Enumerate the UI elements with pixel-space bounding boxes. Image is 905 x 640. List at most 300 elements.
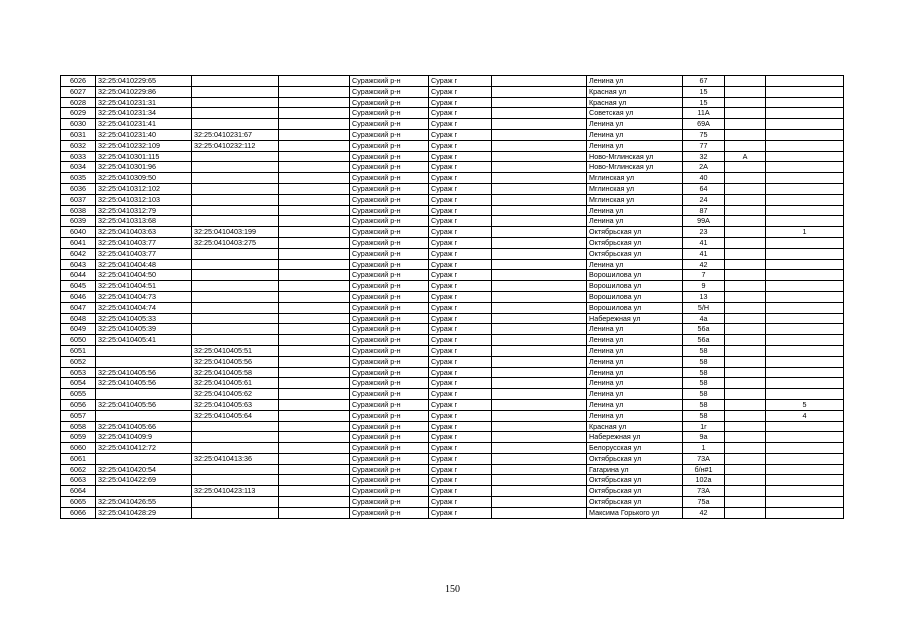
table-row xyxy=(61,259,844,270)
district-cell: Суражский р-н xyxy=(350,129,429,140)
locality-cell: Сураж г xyxy=(429,389,492,400)
street-cell: Ворошилова ул xyxy=(587,302,683,313)
blank-cell-cell xyxy=(279,129,350,140)
record-number-cell: 6066 xyxy=(61,507,96,518)
house-number-cell: 99А xyxy=(683,216,725,227)
table-row xyxy=(61,389,844,400)
record-number-cell: 6051 xyxy=(61,345,96,356)
district-cell: Суражский р-н xyxy=(350,76,429,87)
table-row xyxy=(61,313,844,324)
blank-cell-cell xyxy=(279,97,350,108)
table-row xyxy=(61,162,844,173)
cadastral-number-cell: 32:25:0410404:48 xyxy=(96,259,192,270)
record-number-cell: 6046 xyxy=(61,291,96,302)
blank-cell-cell xyxy=(279,281,350,292)
building-cadastral-number-cell: 32:25:0410403:199 xyxy=(192,227,279,238)
table-row xyxy=(61,345,844,356)
record-number-cell: 6028 xyxy=(61,97,96,108)
house-number-cell: 69А xyxy=(683,119,725,130)
apartment-number-cell xyxy=(766,129,844,140)
locality-cell: Сураж г xyxy=(429,194,492,205)
street-cell: Ново-Мглинская ул xyxy=(587,151,683,162)
locality-cell: Сураж г xyxy=(429,248,492,259)
apartment-number-cell xyxy=(766,421,844,432)
apartment-number-cell xyxy=(766,302,844,313)
building-letter-cell xyxy=(725,183,766,194)
apartment-number-cell xyxy=(766,475,844,486)
record-number-cell: 6053 xyxy=(61,367,96,378)
apartment-number-cell xyxy=(766,86,844,97)
apartment-number-cell xyxy=(766,335,844,346)
building-cadastral-number-cell: 32:25:0410403:275 xyxy=(192,237,279,248)
cadastral-number-cell: 32:25:0410426:55 xyxy=(96,497,192,508)
record-number-cell: 6063 xyxy=(61,475,96,486)
cadastral-number-cell: 32:25:0410229:86 xyxy=(96,86,192,97)
house-number-cell: 64 xyxy=(683,183,725,194)
locality-cell: Сураж г xyxy=(429,324,492,335)
street-cell: Ново-Мглинская ул xyxy=(587,162,683,173)
house-number-cell: 11А xyxy=(683,108,725,119)
locality-cell: Сураж г xyxy=(429,129,492,140)
building-cadastral-number-cell xyxy=(192,507,279,518)
locality-cell: Сураж г xyxy=(429,345,492,356)
building-cadastral-number-cell: 32:25:0410405:64 xyxy=(192,410,279,421)
district-cell: Суражский р-н xyxy=(350,356,429,367)
building-letter-cell xyxy=(725,205,766,216)
locality-cell: Сураж г xyxy=(429,97,492,108)
table-row xyxy=(61,507,844,518)
blank-cell-cell xyxy=(492,475,587,486)
apartment-number-cell xyxy=(766,270,844,281)
cadastral-number-cell: 32:25:0410405:56 xyxy=(96,378,192,389)
record-number-cell: 6058 xyxy=(61,421,96,432)
street-cell: Советская ул xyxy=(587,108,683,119)
apartment-number-cell xyxy=(766,97,844,108)
apartment-number-cell xyxy=(766,507,844,518)
building-letter-cell xyxy=(725,378,766,389)
building-letter-cell xyxy=(725,421,766,432)
record-number-cell: 6033 xyxy=(61,151,96,162)
record-number-cell: 6048 xyxy=(61,313,96,324)
street-cell: Ленина ул xyxy=(587,356,683,367)
building-letter-cell xyxy=(725,497,766,508)
table-row xyxy=(61,194,844,205)
blank-cell-cell xyxy=(492,356,587,367)
cadastral-number-cell: 32:25:0410420:54 xyxy=(96,464,192,475)
blank-cell-cell xyxy=(279,248,350,259)
street-cell: Ленина ул xyxy=(587,410,683,421)
building-letter-cell xyxy=(725,281,766,292)
blank-cell-cell xyxy=(279,259,350,270)
building-letter-cell xyxy=(725,270,766,281)
table-row xyxy=(61,216,844,227)
blank-cell-cell xyxy=(492,151,587,162)
district-cell: Суражский р-н xyxy=(350,453,429,464)
blank-cell-cell xyxy=(279,399,350,410)
building-cadastral-number-cell: 32:25:0410231:67 xyxy=(192,129,279,140)
district-cell: Суражский р-н xyxy=(350,227,429,238)
blank-cell-cell xyxy=(492,443,587,454)
street-cell: Октябрьская ул xyxy=(587,227,683,238)
building-letter-cell xyxy=(725,237,766,248)
street-cell: Красная ул xyxy=(587,86,683,97)
cadastral-number-cell: 32:25:0410301:115 xyxy=(96,151,192,162)
house-number-cell: 40 xyxy=(683,173,725,184)
apartment-number-cell xyxy=(766,453,844,464)
building-cadastral-number-cell: 32:25:0410405:58 xyxy=(192,367,279,378)
apartment-number-cell xyxy=(766,76,844,87)
blank-cell-cell xyxy=(492,270,587,281)
blank-cell-cell xyxy=(279,108,350,119)
cadastral-number-cell: 32:25:0410405:66 xyxy=(96,421,192,432)
house-number-cell: 23 xyxy=(683,227,725,238)
building-cadastral-number-cell xyxy=(192,248,279,259)
record-number-cell: 6035 xyxy=(61,173,96,184)
building-letter-cell xyxy=(725,389,766,400)
building-cadastral-number-cell xyxy=(192,335,279,346)
building-letter-cell xyxy=(725,335,766,346)
cadastral-number-cell: 32:25:0410231:41 xyxy=(96,119,192,130)
cadastral-number-cell: 32:25:0410312:103 xyxy=(96,194,192,205)
street-cell: Ворошилова ул xyxy=(587,281,683,292)
apartment-number-cell xyxy=(766,140,844,151)
district-cell: Суражский р-н xyxy=(350,497,429,508)
cadastral-number-cell: 32:25:0410312:79 xyxy=(96,205,192,216)
apartment-number-cell xyxy=(766,432,844,443)
blank-cell-cell xyxy=(492,497,587,508)
blank-cell-cell xyxy=(492,302,587,313)
district-cell: Суражский р-н xyxy=(350,345,429,356)
register-table xyxy=(60,75,844,519)
street-cell: Мглинская ул xyxy=(587,194,683,205)
record-number-cell: 6039 xyxy=(61,216,96,227)
locality-cell: Сураж г xyxy=(429,162,492,173)
apartment-number-cell xyxy=(766,464,844,475)
table-row xyxy=(61,86,844,97)
blank-cell-cell xyxy=(279,389,350,400)
blank-cell-cell xyxy=(279,140,350,151)
blank-cell-cell xyxy=(279,205,350,216)
blank-cell-cell xyxy=(279,464,350,475)
table-row xyxy=(61,205,844,216)
apartment-number-cell xyxy=(766,162,844,173)
blank-cell-cell xyxy=(492,86,587,97)
cadastral-number-cell: 32:25:0410405:56 xyxy=(96,367,192,378)
district-cell: Суражский р-н xyxy=(350,281,429,292)
street-cell: Октябрьская ул xyxy=(587,237,683,248)
record-number-cell: 6050 xyxy=(61,335,96,346)
street-cell: Ленина ул xyxy=(587,335,683,346)
building-cadastral-number-cell xyxy=(192,281,279,292)
apartment-number-cell xyxy=(766,389,844,400)
cadastral-number-cell: 32:25:0410409:9 xyxy=(96,432,192,443)
street-cell: Октябрьская ул xyxy=(587,486,683,497)
building-letter-cell xyxy=(725,76,766,87)
locality-cell: Сураж г xyxy=(429,173,492,184)
street-cell: Белорусская ул xyxy=(587,443,683,454)
record-number-cell: 6042 xyxy=(61,248,96,259)
table-row xyxy=(61,324,844,335)
blank-cell-cell xyxy=(492,129,587,140)
record-number-cell: 6044 xyxy=(61,270,96,281)
apartment-number-cell xyxy=(766,443,844,454)
blank-cell-cell xyxy=(279,313,350,324)
blank-cell-cell xyxy=(492,453,587,464)
table-row xyxy=(61,475,844,486)
district-cell: Суражский р-н xyxy=(350,443,429,454)
street-cell: Красная ул xyxy=(587,421,683,432)
record-number-cell: 6047 xyxy=(61,302,96,313)
blank-cell-cell xyxy=(279,216,350,227)
street-cell: Ленина ул xyxy=(587,399,683,410)
blank-cell-cell xyxy=(492,507,587,518)
building-cadastral-number-cell xyxy=(192,421,279,432)
district-cell: Суражский р-н xyxy=(350,248,429,259)
street-cell: Ленина ул xyxy=(587,76,683,87)
record-number-cell: 6062 xyxy=(61,464,96,475)
cadastral-number-cell: 32:25:0410405:33 xyxy=(96,313,192,324)
blank-cell-cell xyxy=(492,389,587,400)
cadastral-number-cell: 32:25:0410312:102 xyxy=(96,183,192,194)
blank-cell-cell xyxy=(492,216,587,227)
house-number-cell: 75 xyxy=(683,129,725,140)
table-row xyxy=(61,356,844,367)
blank-cell-cell xyxy=(279,507,350,518)
apartment-number-cell xyxy=(766,486,844,497)
building-letter-cell xyxy=(725,507,766,518)
house-number-cell: 1г xyxy=(683,421,725,432)
apartment-number-cell xyxy=(766,356,844,367)
building-letter-cell xyxy=(725,227,766,238)
building-letter-cell xyxy=(725,291,766,302)
table-row xyxy=(61,76,844,87)
locality-cell: Сураж г xyxy=(429,140,492,151)
building-letter-cell xyxy=(725,475,766,486)
blank-cell-cell xyxy=(279,291,350,302)
table-row xyxy=(61,443,844,454)
locality-cell: Сураж г xyxy=(429,367,492,378)
apartment-number-cell xyxy=(766,367,844,378)
cadastral-number-cell: 32:25:0410422:69 xyxy=(96,475,192,486)
building-letter-cell xyxy=(725,464,766,475)
building-cadastral-number-cell xyxy=(192,464,279,475)
street-cell: Ленина ул xyxy=(587,367,683,378)
locality-cell: Сураж г xyxy=(429,486,492,497)
blank-cell-cell xyxy=(492,140,587,151)
apartment-number-cell xyxy=(766,324,844,335)
house-number-cell: 5/Н xyxy=(683,302,725,313)
building-cadastral-number-cell xyxy=(192,108,279,119)
cadastral-number-cell: 32:25:0410404:51 xyxy=(96,281,192,292)
table-row xyxy=(61,281,844,292)
building-cadastral-number-cell: 32:25:0410405:63 xyxy=(192,399,279,410)
house-number-cell: 1 xyxy=(683,443,725,454)
district-cell: Суражский р-н xyxy=(350,183,429,194)
street-cell: Мглинская ул xyxy=(587,183,683,194)
house-number-cell: 58 xyxy=(683,399,725,410)
building-letter-cell xyxy=(725,313,766,324)
street-cell: Ленина ул xyxy=(587,345,683,356)
building-cadastral-number-cell xyxy=(192,259,279,270)
locality-cell: Сураж г xyxy=(429,183,492,194)
cadastral-number-cell: 32:25:0410428:29 xyxy=(96,507,192,518)
blank-cell-cell xyxy=(279,270,350,281)
record-number-cell: 6029 xyxy=(61,108,96,119)
blank-cell-cell xyxy=(492,486,587,497)
building-cadastral-number-cell xyxy=(192,194,279,205)
blank-cell-cell xyxy=(492,324,587,335)
record-number-cell: 6060 xyxy=(61,443,96,454)
house-number-cell: 56а xyxy=(683,324,725,335)
blank-cell-cell xyxy=(492,345,587,356)
building-letter-cell xyxy=(725,108,766,119)
apartment-number-cell xyxy=(766,183,844,194)
blank-cell-cell xyxy=(279,335,350,346)
street-cell: Ленина ул xyxy=(587,205,683,216)
table-row xyxy=(61,151,844,162)
house-number-cell: б/н#1 xyxy=(683,464,725,475)
blank-cell-cell xyxy=(279,356,350,367)
locality-cell: Сураж г xyxy=(429,151,492,162)
table-row xyxy=(61,335,844,346)
table-row xyxy=(61,432,844,443)
apartment-number-cell xyxy=(766,313,844,324)
table-row xyxy=(61,97,844,108)
cadastral-number-cell: 32:25:0410231:34 xyxy=(96,108,192,119)
record-number-cell: 6045 xyxy=(61,281,96,292)
blank-cell-cell xyxy=(279,410,350,421)
blank-cell-cell xyxy=(492,227,587,238)
record-number-cell: 6038 xyxy=(61,205,96,216)
table-row xyxy=(61,421,844,432)
blank-cell-cell xyxy=(492,399,587,410)
apartment-number-cell xyxy=(766,151,844,162)
building-letter-cell xyxy=(725,410,766,421)
record-number-cell: 6037 xyxy=(61,194,96,205)
street-cell: Мглинская ул xyxy=(587,173,683,184)
blank-cell-cell xyxy=(492,335,587,346)
blank-cell-cell xyxy=(492,313,587,324)
street-cell: Набережная ул xyxy=(587,432,683,443)
building-cadastral-number-cell xyxy=(192,443,279,454)
blank-cell-cell xyxy=(492,119,587,130)
house-number-cell: 2А xyxy=(683,162,725,173)
blank-cell-cell xyxy=(492,183,587,194)
house-number-cell: 77 xyxy=(683,140,725,151)
apartment-number-cell xyxy=(766,281,844,292)
cadastral-number-cell: 32:25:0410231:31 xyxy=(96,97,192,108)
cadastral-number-cell xyxy=(96,389,192,400)
building-cadastral-number-cell xyxy=(192,119,279,130)
blank-cell-cell xyxy=(492,248,587,259)
district-cell: Суражский р-н xyxy=(350,140,429,151)
table-row xyxy=(61,497,844,508)
blank-cell-cell xyxy=(279,227,350,238)
building-letter-cell xyxy=(725,345,766,356)
building-cadastral-number-cell xyxy=(192,216,279,227)
blank-cell-cell xyxy=(279,345,350,356)
blank-cell-cell xyxy=(279,162,350,173)
building-letter-cell: А xyxy=(725,151,766,162)
cadastral-number-cell: 32:25:0410404:73 xyxy=(96,291,192,302)
district-cell: Суражский р-н xyxy=(350,367,429,378)
blank-cell-cell xyxy=(492,432,587,443)
blank-cell-cell xyxy=(279,497,350,508)
blank-cell-cell xyxy=(492,76,587,87)
district-cell: Суражский р-н xyxy=(350,464,429,475)
cadastral-number-cell: 32:25:0410229:65 xyxy=(96,76,192,87)
cadastral-number-cell: 32:25:0410313:68 xyxy=(96,216,192,227)
street-cell: Ленина ул xyxy=(587,140,683,151)
record-number-cell: 6034 xyxy=(61,162,96,173)
district-cell: Суражский р-н xyxy=(350,162,429,173)
house-number-cell: 9а xyxy=(683,432,725,443)
apartment-number-cell xyxy=(766,205,844,216)
building-cadastral-number-cell: 32:25:0410405:61 xyxy=(192,378,279,389)
locality-cell: Сураж г xyxy=(429,399,492,410)
cadastral-number-cell: 32:25:0410309:50 xyxy=(96,173,192,184)
apartment-number-cell xyxy=(766,259,844,270)
house-number-cell: 58 xyxy=(683,389,725,400)
blank-cell-cell xyxy=(492,378,587,389)
locality-cell: Сураж г xyxy=(429,237,492,248)
street-cell: Ленина ул xyxy=(587,259,683,270)
cadastral-number-cell: 32:25:0410232:109 xyxy=(96,140,192,151)
record-number-cell: 6032 xyxy=(61,140,96,151)
building-letter-cell xyxy=(725,248,766,259)
house-number-cell: 41 xyxy=(683,248,725,259)
blank-cell-cell xyxy=(492,108,587,119)
table-row xyxy=(61,248,844,259)
blank-cell-cell xyxy=(279,194,350,205)
blank-cell-cell xyxy=(492,194,587,205)
house-number-cell: 102а xyxy=(683,475,725,486)
building-cadastral-number-cell: 32:25:0410405:51 xyxy=(192,345,279,356)
building-letter-cell xyxy=(725,486,766,497)
locality-cell: Сураж г xyxy=(429,76,492,87)
building-letter-cell xyxy=(725,194,766,205)
district-cell: Суражский р-н xyxy=(350,119,429,130)
table-row xyxy=(61,173,844,184)
apartment-number-cell xyxy=(766,345,844,356)
district-cell: Суражский р-н xyxy=(350,302,429,313)
record-number-cell: 6055 xyxy=(61,389,96,400)
locality-cell: Сураж г xyxy=(429,291,492,302)
table-row xyxy=(61,486,844,497)
house-number-cell: 58 xyxy=(683,356,725,367)
locality-cell: Сураж г xyxy=(429,205,492,216)
building-letter-cell xyxy=(725,129,766,140)
locality-cell: Сураж г xyxy=(429,378,492,389)
district-cell: Суражский р-н xyxy=(350,151,429,162)
record-number-cell: 6036 xyxy=(61,183,96,194)
street-cell: Максима Горького ул xyxy=(587,507,683,518)
street-cell: Гагарина ул xyxy=(587,464,683,475)
district-cell: Суражский р-н xyxy=(350,399,429,410)
district-cell: Суражский р-н xyxy=(350,108,429,119)
blank-cell-cell xyxy=(279,302,350,313)
locality-cell: Сураж г xyxy=(429,302,492,313)
record-number-cell: 6041 xyxy=(61,237,96,248)
blank-cell-cell xyxy=(279,237,350,248)
blank-cell-cell xyxy=(492,291,587,302)
blank-cell-cell xyxy=(492,97,587,108)
table-row xyxy=(61,302,844,313)
building-letter-cell xyxy=(725,162,766,173)
building-cadastral-number-cell xyxy=(192,475,279,486)
cadastral-number-cell xyxy=(96,453,192,464)
table-row xyxy=(61,399,844,410)
